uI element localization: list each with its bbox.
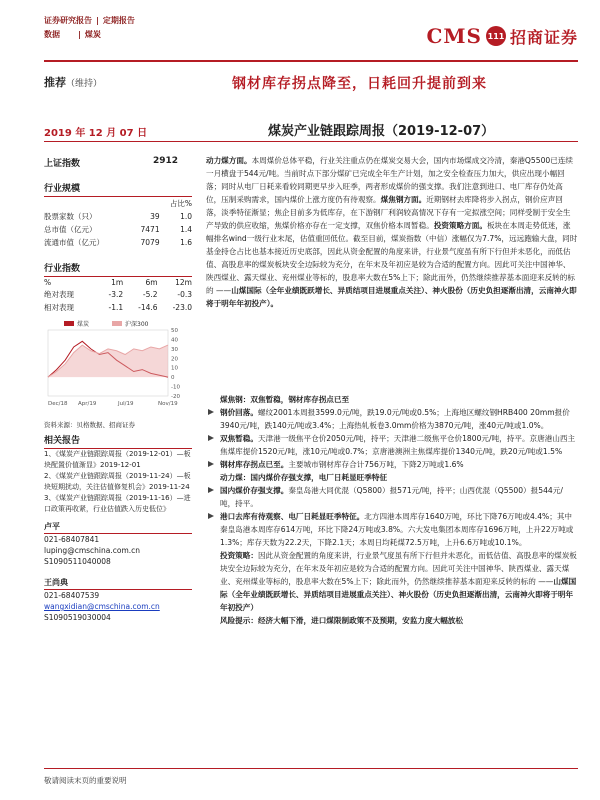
- coke-text: 近期钢材去库降将步入拐点，钢价应声回落，淡季特征渐显；焦企目前多为低库存，在下游钢厂利润较高情况下存有一定拟涨空间；同样受制于安全生产导致的供应收缩，焦煤价格亦存在一定支撑，双焦价格本周暂稳。: [206, 195, 571, 230]
- analyst-block: [44, 521, 192, 623]
- row-value: -5.2: [142, 290, 158, 299]
- invest2-picks: 山煤国际（全年业绩既跃增长、异质结项目进展重点关注）、神火股份（历史负担逐渐出清，云南神火即将于明年年初投产）: [220, 577, 577, 612]
- invest2-text: 因此从资金配置的角度来讲，行业景气度虽有所下行但并未恶化，而低估值、高股息率的煤炭板块安全边际较为充分，在年末及年初应是较为合适的配置方向。因此可关注中国神华、陕西煤业、露天煤业、兖州煤业等标的，股息率大数在5%上下；除此而外，仍然继续推荐基本面迎来反转的标的 ——: [220, 551, 577, 586]
- coke-label: 煤焦钢方面。: [380, 195, 427, 204]
- invest2-label: 投资策略：: [220, 551, 258, 560]
- series-area: [48, 345, 168, 377]
- rating: [44, 74, 102, 90]
- bullet-label: 双焦暂稳。: [220, 434, 258, 443]
- y-tick-label: 10: [171, 365, 178, 372]
- rating-detail: （维持）: [66, 79, 103, 89]
- header-meta: 证券研究报告 | 定期报告 数据 | 煤炭: [44, 14, 135, 42]
- row-pct: 1.4: [180, 225, 192, 234]
- bullet-label: 钢材库存拐点已至。: [220, 460, 289, 469]
- bullet-text: 天津港一级焦平仓价2050元/吨，持平；天津港二级焦平仓价1800元/吨，持平。京唐港山西主焦煤库提价1520元/吨，涨10元/吨或0.7%；京唐港澳洲主焦煤库提价1340元/吨，跌20元/吨或1.5%: [220, 434, 576, 456]
- chart-source: 资料来源：贝格数据、招商证券: [44, 421, 135, 429]
- report-subtitle: 煤炭产业链跟踪周报（2019-12-07）: [268, 124, 495, 139]
- invest-strategy: [220, 549, 578, 614]
- x-tick-label: Jul/19: [118, 401, 134, 407]
- lead-label: 动力煤方面。: [206, 156, 252, 165]
- bullet-text: 螺纹2001本周报3599.0元/吨，跌19.0元/吨或0.5%；上海地区螺纹钢HRB400 20mm报价3940元/吨，跌140元/吨或3.4%；上海热轧板卷3.0mm价格为3870元/吨，涨40元/吨或1.0%。: [220, 408, 570, 430]
- index-row: [44, 156, 192, 169]
- analyst-phone: 021-68407539: [44, 591, 100, 600]
- row-value: -3.2: [108, 290, 124, 299]
- legend-swatch: [112, 321, 122, 326]
- row-label: 股票家数（只）: [44, 212, 97, 221]
- bullet-text: 秦皇岛港大同优混（Q5800）报571元/吨，持平；山西优混（Q5500）报544元/吨，持平。: [220, 486, 563, 508]
- bullet-text: 北方四港本周库存1640万吨，环比下降76万吨或4.4%；其中秦皇岛港本周库存614万吨，环比下降24万吨或3.8%。六大发电集团本周库存1696万吨，上升22万吨或1.3%；库存天数为22.2天，下降2.1天；本周日均耗煤72.5万吨，上升6.6万吨或10.1%。: [220, 512, 574, 547]
- row-pct: 1.6: [180, 238, 192, 247]
- table-row: [44, 301, 192, 314]
- related-title: 相关报告: [44, 433, 192, 449]
- risk-note: [220, 614, 578, 627]
- report-category: 证券研究报告: [44, 16, 92, 25]
- performance-chart: [44, 318, 192, 410]
- perf-header: 12m: [175, 278, 192, 287]
- report-type: 定期报告: [102, 16, 135, 25]
- row-value: -14.6: [138, 303, 158, 312]
- invest-text: 板块在本周走势低迷，涨幅排名wind一级行业末尾，估值重回低位。截至目前，煤炭指数（中信）涨幅仅为7.7%，远远跑输大盘，同时基金持仓占比也基本接近历史底部，因此从资金配置的角度来讲，行业景气度虽有所下行但并未恶化，而低估值、高股息率的煤炭板块安全边际较为充分，在年末及年初应是较为合适的配置方向。因此可关注中国神华、陕西煤业、露天煤业、兖州煤业等标的，股息率大数在5%上下；除此而外，仍然继续推荐基本面迎来反转的标的 ——: [206, 221, 578, 295]
- header-divider: [44, 60, 578, 62]
- footer-divider: [44, 768, 578, 769]
- legend-label: 沪深300: [125, 321, 149, 328]
- list-item: [206, 406, 578, 432]
- row-value: -0.3: [177, 290, 192, 299]
- picks-text: 山煤国际（全年业绩既跃增长、异质结项目进展重点关注）、神火股份（历史负担逐渐出清，云南神火即将于明年年初投产）。: [206, 286, 577, 308]
- table-row: [44, 277, 192, 288]
- table-row: [44, 288, 192, 301]
- row-value: 39: [150, 212, 160, 221]
- related-item[interactable]: 3、《煤炭产业链跟踪周报（2019-11-16）—进口政策再收紧，行业估值跌入历史低位》: [44, 494, 191, 513]
- list-item: [206, 458, 578, 471]
- analyst-name: 王尚典: [44, 577, 192, 590]
- bullet-text: 主要城市钢材库存合计756万吨，下降2万吨或1.6%: [288, 460, 464, 469]
- left-column: [44, 156, 192, 623]
- row-value: -23.0: [172, 303, 192, 312]
- row-label: 总市值（亿元）: [44, 225, 97, 234]
- y-tick-label: 40: [171, 337, 178, 344]
- perf-header: 1m: [111, 278, 124, 287]
- industry-scale-table: [44, 197, 192, 249]
- date-divider: [44, 141, 214, 142]
- table-row: [44, 223, 192, 236]
- footer-note: 敬请阅读末页的重要说明: [44, 776, 127, 785]
- legend-label: 煤炭: [77, 321, 90, 328]
- row-label: 相对表现: [44, 303, 74, 312]
- risk-label: 风险提示：: [220, 616, 258, 625]
- logo-seal-icon: 111: [486, 26, 506, 46]
- summary-paragraph: [206, 154, 578, 310]
- perf-header: %: [44, 278, 52, 287]
- table-row: [44, 210, 192, 223]
- industry-group: 数据: [44, 30, 60, 39]
- risk-text: 经济大幅下滑，进口煤限制政策不及预期，安监力度大幅放松: [257, 616, 463, 625]
- row-value: 7471: [140, 225, 160, 234]
- industry-name: 煤炭: [84, 30, 101, 39]
- table-row: [44, 236, 192, 249]
- table-row: [44, 197, 192, 210]
- y-tick-label: -10: [171, 384, 180, 391]
- analyst-email[interactable]: wangxidian@cmschina.com.cn: [44, 602, 160, 611]
- analyst-phone: 021-68407841: [44, 535, 100, 544]
- industry-scale-title: 行业规模: [44, 181, 192, 197]
- related-item[interactable]: 1、《煤炭产业链跟踪周报（2019-12-01）—板块配置价值渐显》2019-12-01: [44, 450, 191, 469]
- row-label: 流通市值（亿元）: [44, 238, 104, 247]
- bullet-label: 国内煤价存强支撑。: [220, 486, 289, 495]
- y-tick-label: 0: [171, 375, 175, 382]
- analyst-cert: S1090511040008: [44, 557, 111, 566]
- list-item: [206, 484, 578, 510]
- related-item[interactable]: 2、《煤炭产业链跟踪周报（2019-11-24）—板块短期扰动，关注估值修复机会》2019-11-24: [44, 472, 191, 491]
- analyst-name: 卢平: [44, 521, 192, 534]
- section-title: 动力煤：国内煤价存强支撑，电厂日耗显旺季特征: [220, 473, 388, 482]
- y-tick-label: 20: [171, 356, 178, 363]
- cms-logo: [426, 24, 578, 48]
- row-value: -1.1: [108, 303, 124, 312]
- industry-perf-title: 行业指数: [44, 261, 192, 277]
- lead-text: 本周煤价总体平稳，行业关注重点仍在煤炭交易大会，国内市场煤成交冷清，秦港Q5500已连续一月横盘于544元/吨。当前时点下部分煤矿已完成全年生产计划，加之安全检查压力加大，供应出现小幅回落；同时从电厂日耗来看较同期更早步入旺季，两者形成煤价的强支撑。我们注意到进口、电厂库存仍处高位，压制采购需求，国内煤价上涨方度仍有待观察。: [206, 156, 574, 204]
- rating-label: 推荐: [44, 76, 66, 89]
- row-pct: 1.0: [180, 212, 192, 221]
- logo-cn-text: 招商证券: [509, 27, 578, 47]
- related-list: [44, 449, 192, 515]
- row-label: 绝对表现: [44, 290, 74, 299]
- subtitle-divider: [206, 141, 578, 142]
- summary-box: [206, 154, 578, 310]
- industry-perf-table: [44, 277, 192, 314]
- y-tick-label: -20: [171, 394, 180, 400]
- legend-swatch: [64, 321, 74, 326]
- bullet-label: 钢价回落。: [220, 408, 258, 417]
- section-title: 煤焦钢：双焦暂稳，钢材库存拐点已至: [220, 395, 350, 404]
- headline: 钢材库存拐点降至，日耗回升提前到来: [232, 76, 487, 92]
- list-item: [206, 510, 578, 549]
- perf-header: 6m: [145, 278, 158, 287]
- x-tick-label: Apr/19: [78, 401, 97, 407]
- pct-header: 占比%: [169, 199, 192, 208]
- list-item: [206, 432, 578, 458]
- analyst-cert: S1090519030004: [44, 613, 111, 622]
- x-tick-label: Nov/19: [158, 401, 178, 407]
- y-tick-label: 30: [171, 346, 178, 353]
- analyst-email[interactable]: luping@cmschina.com.cn: [44, 546, 141, 555]
- y-tick-label: 50: [171, 328, 178, 334]
- index-value: 2912: [152, 156, 178, 166]
- row-value: 7079: [140, 238, 160, 247]
- sections: [206, 393, 578, 627]
- logo-cms-text: CMS: [426, 24, 482, 48]
- x-tick-label: Dec/18: [48, 401, 68, 407]
- index-label: 上证指数: [44, 159, 81, 169]
- invest-label: 投资策略方面。: [433, 221, 487, 230]
- bullet-label: 港口去库有待观察、电厂日耗显旺季特征。: [220, 512, 365, 521]
- report-date: 2019 年 12 月 07 日: [44, 128, 148, 139]
